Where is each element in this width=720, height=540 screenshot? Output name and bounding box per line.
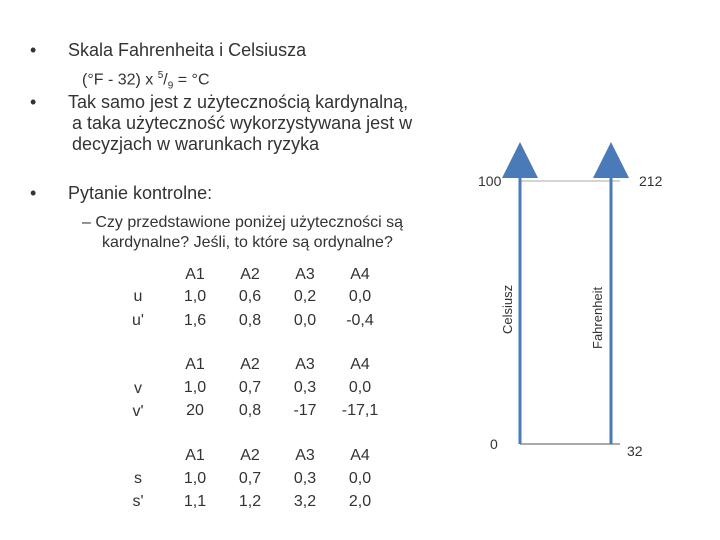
bullet-2-line-2: a taka użyteczność wykorzystywana jest w xyxy=(72,113,413,133)
row-label: v xyxy=(134,380,142,397)
fahrenheit-top-value: 212 xyxy=(639,173,663,189)
bullet-3-dot: • xyxy=(30,183,37,203)
question-line-2: kardynalne? Jeśli, to które są ordynalne? xyxy=(102,234,393,251)
table-cell: 1,6 xyxy=(183,312,207,329)
table-cell: 0,8 xyxy=(238,312,262,329)
bullet-1-title: Skala Fahrenheita i Celsiusza xyxy=(68,40,307,60)
table-cell: 0,3 xyxy=(293,379,317,396)
table-cell: -17,1 xyxy=(341,402,379,419)
column-header: A2 xyxy=(240,447,260,464)
table-cell: 3,2 xyxy=(293,493,317,510)
row-label: s xyxy=(134,470,142,487)
table-cell: 0,2 xyxy=(293,288,317,305)
row-label: u' xyxy=(132,312,144,329)
conversion-formula: (°F - 32) x $^5/_9 = ^\circ C$ xyxy=(82,70,210,92)
table-cell: 1,2 xyxy=(238,493,262,510)
table-cell: 0,3 xyxy=(293,470,317,487)
table-cell: 1,1 xyxy=(183,493,207,510)
table-cell: 0,0 xyxy=(348,288,372,305)
row-label: v' xyxy=(132,403,144,420)
bullet-1-dot: • xyxy=(30,40,37,60)
bullet-2-line-1: Tak samo jest z użytecznością kardynalną, xyxy=(68,92,409,112)
table-cell: 0,0 xyxy=(348,470,372,487)
celsius-bottom-value: 0 xyxy=(490,436,498,452)
table-cell: 1,0 xyxy=(183,379,207,396)
column-header: A4 xyxy=(350,266,370,283)
bullet-3-title: Pytanie kontrolne: xyxy=(68,183,213,203)
celsius-top-value: 100 xyxy=(478,173,502,189)
table-cell: 0,0 xyxy=(348,379,372,396)
table-cell: 1,0 xyxy=(183,470,207,487)
row-label: u xyxy=(133,288,143,305)
column-header: A1 xyxy=(185,266,205,283)
table-cell: 0,7 xyxy=(238,470,262,487)
celsius-axis-label: Celsiusz xyxy=(500,284,515,334)
column-header: A3 xyxy=(295,447,315,464)
row-label: s' xyxy=(132,493,144,510)
column-header: A3 xyxy=(295,356,315,373)
table-cell: 1,0 xyxy=(183,288,207,305)
column-header: A2 xyxy=(240,266,260,283)
column-header: A3 xyxy=(295,266,315,283)
column-header: A4 xyxy=(350,447,370,464)
column-header: A1 xyxy=(185,356,205,373)
table-cell: 0,7 xyxy=(238,379,262,396)
table-cell: 0,8 xyxy=(238,402,262,419)
table-cell: -17 xyxy=(293,402,317,419)
fahrenheit-bottom-value: 32 xyxy=(627,443,643,459)
column-header: A2 xyxy=(240,356,260,373)
bullet-2-dot: • xyxy=(30,92,37,112)
table-cell: 0,0 xyxy=(293,312,317,329)
bullet-2-line-3: decyzjach w warunkach ryzyka xyxy=(72,134,320,154)
question-line-1: – Czy przedstawione poniżej użyteczności są xyxy=(82,214,404,231)
column-header: A4 xyxy=(350,356,370,373)
table-cell: 2,0 xyxy=(348,493,372,510)
table-cell: 20 xyxy=(186,402,204,419)
column-header: A1 xyxy=(185,447,205,464)
table-cell: 0,6 xyxy=(238,288,262,305)
table-cell: -0,4 xyxy=(346,312,374,329)
fahrenheit-axis-label: Fahrenheit xyxy=(590,286,605,349)
